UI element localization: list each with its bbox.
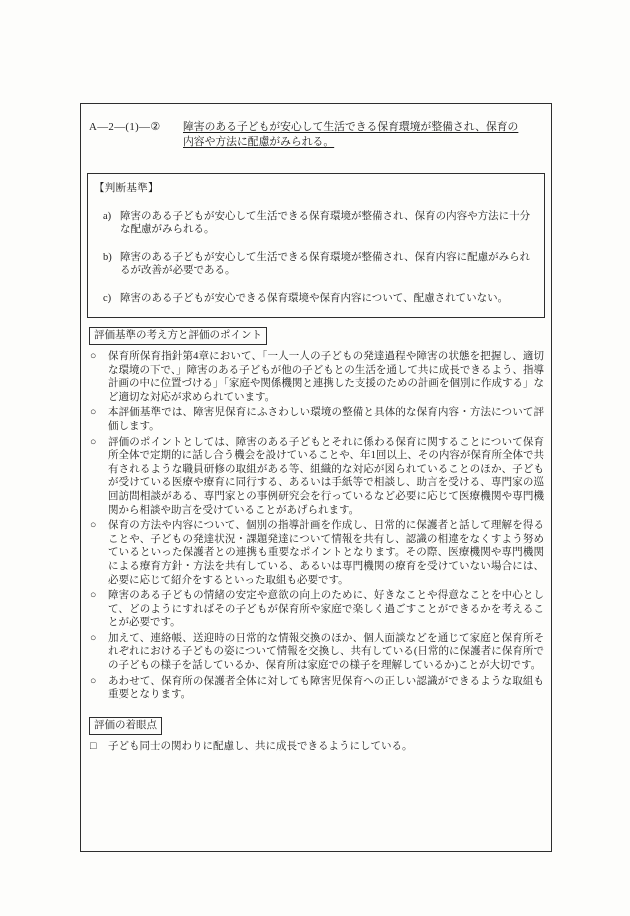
circle-bullet-icon: ○ (90, 520, 97, 532)
points-section-heading: 評価基準の考え方と評価のポイント (89, 327, 267, 345)
list-item (87, 436, 545, 518)
list-item (87, 350, 545, 404)
focus-section-heading: 評価の着眼点 (89, 717, 162, 735)
list-item-text: 加えて、連絡帳、送迎時の日常的な情報交換のほか、個人面談などを通じて家庭と保育所それぞれにおける子どもの姿について情報を交換し、共有している(日常的に保護者に保育所での子どもの様子を話しているか、保育所は家庭での様子を理解しているか)ことが大切です。 (108, 632, 544, 672)
judgment-item-c-text: 障害のある子どもが安心できる保育環境や保育内容について、配慮されていない。 (120, 292, 509, 304)
list-item (87, 406, 545, 433)
points-section (87, 318, 545, 702)
judgment-item-a (94, 210, 536, 237)
circle-bullet-icon: ○ (90, 632, 97, 644)
judgment-criteria-box (87, 173, 545, 318)
list-item-text: 子ども同士の関わりに配慮し、共に成長できるようにしている。 (108, 740, 413, 752)
section-title-line1: 障害のある子どもが安心して生活できる保育環境が整備され、保育の (183, 121, 519, 133)
list-item (87, 740, 545, 754)
list-item (87, 519, 545, 587)
list-item (87, 589, 545, 630)
judgment-item-a-label: a) (103, 210, 112, 222)
list-item-text: 本評価基準では、障害児保育にふさわしい環境の整備と具体的な保育内容・方法について評価します。 (108, 407, 544, 432)
focus-list (87, 740, 545, 754)
judgment-item-b (94, 251, 536, 278)
focus-section (87, 708, 545, 754)
list-item-text: 評価のポイントとしては、障害のある子どもとそれに係わる保育に関することについて保育所全体で定期的に話し合う機会を設けていることや、年1回以上、その内容が保育所全体で共有されるような職員研修の取組がある等、組織的な対応が図られていることのほか、子どもが受けている医療や療育に同行する、あるいは手紙等で相談し、助言を受ける、専門家の巡回訪問相談がある、専門家との事例研究会を行っているなど必要に応じて医療機関や専門機関から相談や助言を受けていることがあげられます。 (108, 436, 544, 516)
list-item-text: あわせて、保育所の保護者全体に対しても障害児保育への正しい認識ができるような取組も重要となります。 (108, 675, 544, 701)
circle-bullet-icon: ○ (90, 407, 97, 419)
section-title (183, 120, 545, 149)
judgment-item-b-text: 障害のある子どもが安心して生活できる保育環境が整備され、保育内容に配慮がみられるが改善が必要である。 (120, 251, 531, 276)
list-item (87, 632, 545, 673)
square-bullet-icon: □ (90, 740, 97, 752)
points-list (87, 350, 545, 702)
circle-bullet-icon: ○ (90, 590, 97, 602)
section-code: A―2―(1)―② (89, 121, 161, 133)
judgment-item-b-label: b) (103, 251, 112, 263)
section-header (87, 120, 545, 149)
document-frame (80, 103, 552, 852)
circle-bullet-icon: ○ (90, 675, 97, 687)
judgment-item-c-label: c) (103, 292, 112, 304)
list-item-text: 保育の方法や内容について、個別の指導計画を作成し、日常的に保護者と話して理解を得ることや、子どもの発達状況・課題発達について情報を共有し、認識の相違をなくすよう努めているといった保護者との連携も重要なポイントとなります。その際、医療機関や専門機関による療育方針・方法を共有している、あるいは専門機関の療育を受けていない場合には、必要に応じて紹介をするといった取組も必要です。 (108, 520, 544, 586)
circle-bullet-icon: ○ (90, 436, 97, 448)
judgment-criteria-heading: 【判断基準】 (94, 183, 159, 194)
section-title-line2: 内容や方法に配慮がみられる。 (183, 135, 335, 148)
list-item-text: 障害のある子どもの情緒の安定や意欲の向上のために、好きなことや得意なことを中心として、どのようにすればその子どもが保育所や家庭で楽しく過ごすことができるかを考えることが必要です。 (108, 590, 544, 629)
list-item-text: 保育所保育指針第4章において、「一人一人の子どもの発達過程や障害の状態を把握し、適切な環境の下で、」障害のある子どもが他の子どもとの生活を通して共に成長できるよう、指導計画の中に位置づける」「家庭や関係機関と連携した支援のための計画を個別に作成する」など適切な対応が求められています。 (108, 351, 544, 403)
circle-bullet-icon: ○ (90, 351, 97, 362)
judgment-item-c (94, 292, 536, 306)
judgment-item-a-text: 障害のある子どもが安心して生活できる保育環境が整備され、保育の内容や方法に十分な配慮がみられる。 (120, 210, 531, 235)
list-item (87, 675, 545, 702)
